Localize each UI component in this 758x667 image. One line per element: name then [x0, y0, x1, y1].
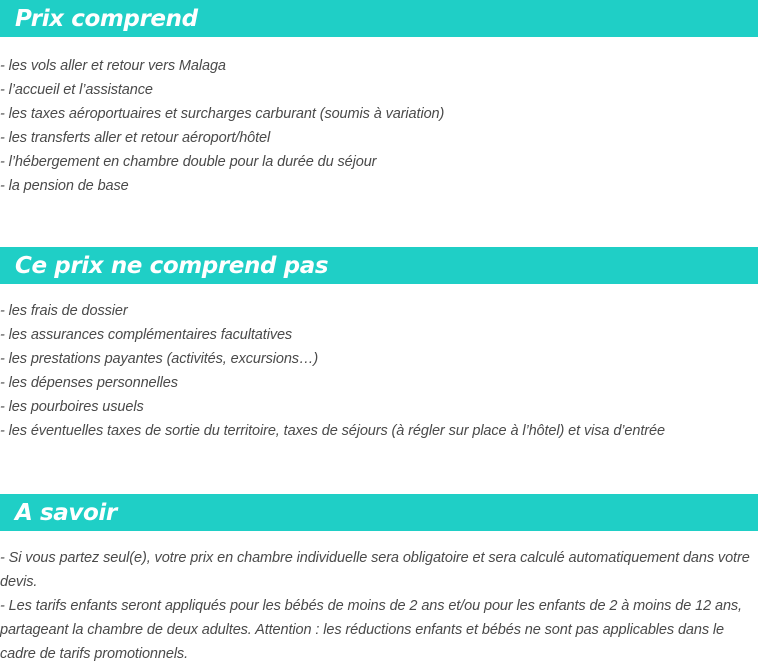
list-item: - les prestations payantes (activités, excursions…) — [0, 347, 758, 371]
list-item: - les frais de dossier — [0, 299, 758, 323]
list-item: - Si vous partez seul(e), votre prix en chambre individuelle sera obligatoire et sera calculé automatiquement dans votre devis. — [0, 546, 758, 594]
section-header — [0, 494, 758, 531]
section-title: Ce prix ne comprend pas — [15, 252, 329, 279]
list-item: - les transferts aller et retour aéroport/hôtel — [0, 126, 758, 150]
list-item: - Les tarifs enfants seront appliqués pour les bébés de moins de 2 ans et/ou pour les enfants de 2 à moins de 12 ans, partageant la chambre de deux adultes. Attention : les réductions enfants et bébés ne sont pas applicables dans le cadre de tarifs promotionnels. — [0, 594, 758, 666]
info-list — [0, 546, 758, 666]
section-ce-prix-ne-comprend-pas — [0, 247, 758, 443]
list-item: - l’accueil et l’assistance — [0, 78, 758, 102]
list-item: - les pourboires usuels — [0, 395, 758, 419]
excluded-list — [0, 299, 758, 443]
section-title: A savoir — [15, 499, 117, 526]
list-item: - l’hébergement en chambre double pour la durée du séjour — [0, 150, 758, 174]
list-item: - les éventuelles taxes de sortie du territoire, taxes de séjours (à régler sur place à l’hôtel) et visa d’entrée — [0, 419, 758, 443]
list-item: - les dépenses personnelles — [0, 371, 758, 395]
section-header — [0, 0, 758, 37]
section-title: Prix comprend — [15, 5, 198, 32]
section-a-savoir — [0, 494, 758, 666]
section-header — [0, 247, 758, 284]
list-item: - les taxes aéroportuaires et surcharges carburant (soumis à variation) — [0, 102, 758, 126]
list-item: - les assurances complémentaires facultatives — [0, 323, 758, 347]
included-list — [0, 54, 758, 198]
list-item: - les vols aller et retour vers Malaga — [0, 54, 758, 78]
list-item: - la pension de base — [0, 174, 758, 198]
section-prix-comprend — [0, 0, 758, 198]
